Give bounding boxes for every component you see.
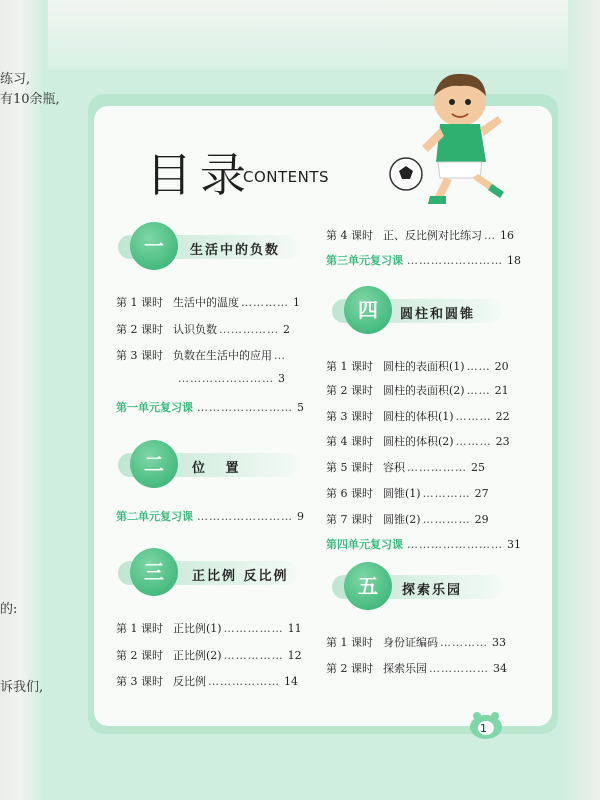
unit-badge: 五 bbox=[344, 562, 392, 610]
margin-text: 诉我们, bbox=[0, 680, 44, 695]
leader-dots: … bbox=[484, 229, 496, 242]
leader-dots: … bbox=[274, 349, 286, 362]
leader-dots: ………… bbox=[422, 487, 471, 500]
leader-dots: …………… bbox=[407, 461, 467, 474]
page-number: 3 bbox=[278, 372, 285, 385]
page-number: 29 bbox=[474, 513, 489, 526]
lesson-label: 第 4 课时 bbox=[326, 229, 373, 242]
page-number: 14 bbox=[284, 675, 298, 688]
lesson-title: 圆柱的体积(1) bbox=[383, 410, 454, 423]
page-number: 11 bbox=[287, 622, 302, 635]
review-title: 第三单元复习课 bbox=[326, 254, 403, 267]
unit-badge: 四 bbox=[344, 286, 392, 334]
lesson-label: 第 1 课时 bbox=[326, 360, 373, 373]
unit-title: 位 置 bbox=[192, 461, 247, 476]
toc-entry[interactable] bbox=[326, 485, 489, 501]
page-number: 23 bbox=[495, 435, 510, 448]
lesson-title: 身份证编码 bbox=[383, 636, 438, 649]
leader-dots: ………… bbox=[440, 636, 488, 649]
unit-title: 圆柱和圆锥 bbox=[400, 307, 476, 322]
toc-entry[interactable] bbox=[326, 459, 485, 475]
toc-entry[interactable] bbox=[116, 321, 290, 337]
toc-entry[interactable] bbox=[326, 408, 510, 424]
margin-text: 练习, bbox=[0, 72, 31, 87]
leader-dots: …………… bbox=[219, 323, 279, 336]
page-number: 33 bbox=[492, 636, 506, 649]
leader-dots: …………… bbox=[223, 622, 284, 635]
unit-badge: 二 bbox=[130, 440, 178, 488]
leader-dots: ………… bbox=[422, 513, 471, 526]
lesson-title: 反比例 bbox=[173, 675, 206, 688]
lesson-label: 第 1 课时 bbox=[116, 296, 163, 309]
lesson-title: 正比例(1) bbox=[173, 622, 222, 635]
unit-review-entry[interactable] bbox=[326, 252, 521, 268]
toc-entry[interactable] bbox=[116, 673, 298, 689]
lesson-label: 第 1 课时 bbox=[326, 636, 373, 649]
toc-entry[interactable] bbox=[116, 647, 302, 663]
toc-subtitle: CONTENTS bbox=[243, 168, 330, 186]
margin-text: 有10余瓶, bbox=[0, 92, 60, 107]
lesson-title: 正比例(2) bbox=[173, 649, 222, 662]
lesson-title: 容积 bbox=[383, 461, 405, 474]
toc-entry[interactable] bbox=[326, 660, 507, 676]
leader-dots: …… bbox=[466, 384, 491, 397]
lesson-title: 生活中的温度 bbox=[173, 296, 239, 309]
unit-badge: 一 bbox=[130, 222, 178, 270]
lesson-title: 圆锥(2) bbox=[383, 513, 421, 526]
leader-dots: …………… bbox=[223, 649, 284, 662]
soccer-boy-illustration bbox=[388, 62, 518, 212]
page-number: 20 bbox=[494, 360, 509, 373]
lesson-label: 第 3 课时 bbox=[116, 675, 163, 688]
lesson-title: 圆锥(1) bbox=[383, 487, 421, 500]
lesson-title: 认识负数 bbox=[173, 323, 217, 336]
page-number: 9 bbox=[297, 510, 304, 523]
leader-dots: …………………… bbox=[407, 254, 503, 267]
page-number: 2 bbox=[283, 323, 290, 336]
lesson-label: 第 3 课时 bbox=[116, 349, 163, 362]
lesson-label: 第 5 课时 bbox=[326, 461, 373, 474]
lesson-title: 负数在生活中的应用 bbox=[173, 349, 272, 362]
toc-entry-continued[interactable] bbox=[176, 372, 285, 385]
toc-entry[interactable] bbox=[326, 511, 489, 527]
lesson-title: 圆柱的表面积(2) bbox=[383, 384, 465, 397]
leader-dots: …………………… bbox=[197, 401, 293, 414]
toc-entry[interactable] bbox=[116, 347, 286, 363]
toc-title: 目录 bbox=[146, 148, 254, 202]
lesson-label: 第 7 课时 bbox=[326, 513, 373, 526]
page-number: 16 bbox=[500, 229, 514, 242]
page-number: 5 bbox=[297, 401, 304, 414]
margin-text: 的: bbox=[0, 602, 18, 617]
leader-dots: …………………… bbox=[178, 372, 274, 385]
unit-heading bbox=[332, 566, 512, 610]
lesson-label: 第 6 课时 bbox=[326, 487, 373, 500]
toc-entry[interactable] bbox=[326, 433, 510, 449]
lesson-title: 圆柱的表面积(1) bbox=[383, 360, 465, 373]
unit-heading bbox=[118, 226, 308, 270]
toc-entry[interactable] bbox=[326, 382, 509, 398]
lesson-title: 正、反比例对比练习 bbox=[383, 229, 482, 242]
unit-title: 正比例 反比例 bbox=[192, 569, 289, 584]
leader-dots: ……………… bbox=[208, 675, 280, 688]
lesson-label: 第 2 课时 bbox=[326, 384, 373, 397]
unit-badge: 三 bbox=[130, 548, 178, 596]
lesson-label: 第 3 课时 bbox=[326, 410, 373, 423]
unit-review-entry[interactable] bbox=[116, 508, 304, 524]
unit-title: 探索乐园 bbox=[402, 583, 463, 598]
review-title: 第一单元复习课 bbox=[116, 401, 193, 414]
toc-entry[interactable] bbox=[116, 294, 300, 310]
page-number: 21 bbox=[494, 384, 509, 397]
unit-review-entry[interactable] bbox=[326, 536, 521, 552]
leader-dots: …………………… bbox=[407, 538, 503, 551]
page-number: 12 bbox=[287, 649, 302, 662]
unit-title: 生活中的负数 bbox=[190, 243, 281, 258]
leader-dots: ………… bbox=[241, 296, 289, 309]
unit-heading bbox=[118, 444, 308, 488]
lesson-label: 第 2 课时 bbox=[326, 662, 373, 675]
lesson-label: 第 4 课时 bbox=[326, 435, 373, 448]
leader-dots: …………… bbox=[429, 662, 489, 675]
toc-entry[interactable] bbox=[116, 620, 302, 636]
page-number: 34 bbox=[493, 662, 507, 675]
lesson-label: 第 2 课时 bbox=[116, 649, 163, 662]
leader-dots: …… bbox=[466, 360, 491, 373]
top-strip bbox=[48, 0, 568, 70]
unit-heading bbox=[118, 552, 308, 596]
unit-review-entry[interactable] bbox=[116, 399, 304, 415]
page-number: 1 bbox=[293, 296, 300, 309]
lesson-label: 第 1 课时 bbox=[116, 622, 163, 635]
page-number: 25 bbox=[471, 461, 485, 474]
toc-entry[interactable] bbox=[326, 358, 509, 374]
lesson-title: 圆柱的体积(2) bbox=[383, 435, 454, 448]
review-title: 第二单元复习课 bbox=[116, 510, 193, 523]
page-number-footer: 1 bbox=[480, 722, 487, 735]
leader-dots: ……… bbox=[455, 435, 492, 448]
lesson-title: 探索乐园 bbox=[383, 662, 427, 675]
page-number: 31 bbox=[507, 538, 521, 551]
toc-entry[interactable] bbox=[326, 227, 514, 243]
page-number: 22 bbox=[495, 410, 510, 423]
lesson-label: 第 2 课时 bbox=[116, 323, 163, 336]
leader-dots: ……… bbox=[455, 410, 492, 423]
toc-entry[interactable] bbox=[326, 634, 506, 650]
review-title: 第四单元复习课 bbox=[326, 538, 403, 551]
page-number: 18 bbox=[507, 254, 521, 267]
unit-heading bbox=[332, 290, 512, 334]
page-number: 27 bbox=[474, 487, 489, 500]
leader-dots: …………………… bbox=[197, 510, 293, 523]
